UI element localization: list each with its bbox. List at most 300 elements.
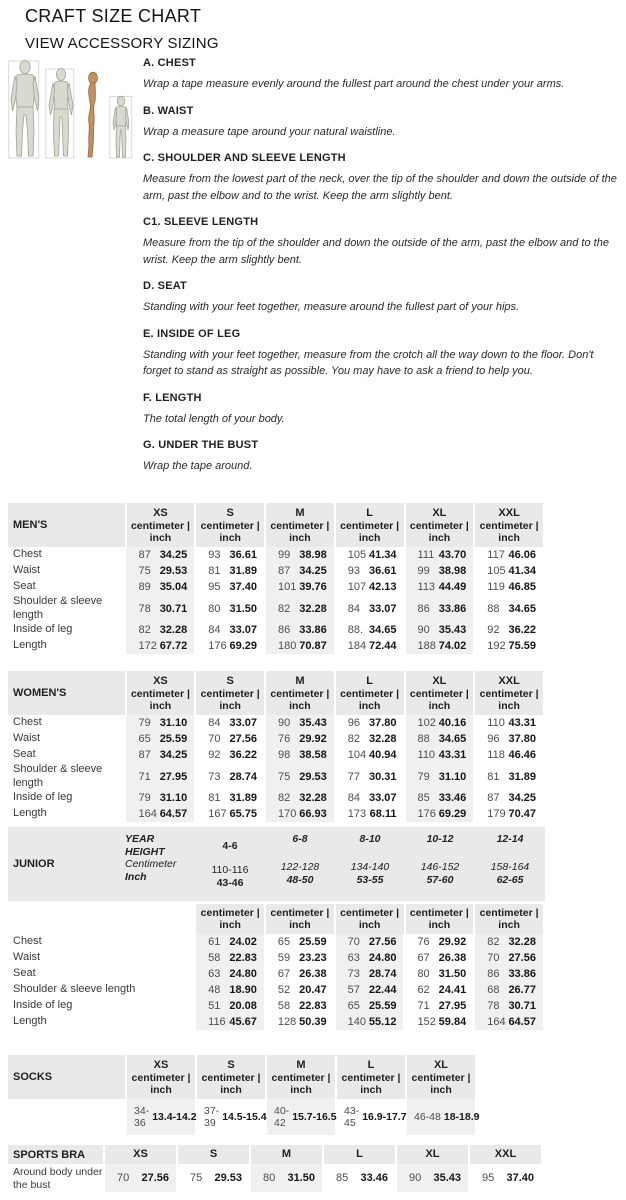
inch-value: 29.53 [159, 565, 188, 577]
measurement-cell [406, 563, 474, 579]
male-figure-illustration [8, 59, 42, 159]
inch-value: 22.44 [368, 984, 397, 996]
size-column-header [407, 1055, 475, 1099]
unit-centimeter-label: centimeter | [270, 520, 330, 532]
table-row [8, 622, 545, 638]
inch-value: 25.59 [159, 733, 188, 745]
height-cm-range: 134-140 [350, 861, 390, 873]
measurement-cell [126, 622, 194, 638]
socks-table-body [8, 1099, 545, 1135]
centimeter-value: 48 [208, 984, 221, 996]
instruction-section [143, 57, 617, 93]
table-row [8, 1164, 545, 1192]
inch-value: 45.67 [229, 1016, 257, 1028]
row-label: Length [8, 806, 124, 822]
centimeter-value: 85 [336, 1172, 349, 1184]
row-label: Around body under the bust [8, 1164, 103, 1192]
measurement-cell [126, 563, 194, 579]
size-column-header [324, 1145, 395, 1164]
measurement-cell [475, 763, 543, 790]
measurement-cell [475, 563, 543, 579]
centimeter-value: 79 [138, 717, 151, 729]
size-column-header [266, 671, 334, 715]
inch-value: 24.02 [229, 936, 257, 948]
table-row [8, 934, 545, 950]
year-label: YEAR [125, 833, 155, 845]
inch-value: 64.57 [508, 1016, 536, 1028]
table-row [8, 966, 545, 982]
unit-inch-label: inch [498, 919, 520, 931]
inch-value: 25.59 [368, 1000, 397, 1012]
inch-value: 28.74 [368, 968, 397, 980]
inch-value: 26.38 [299, 968, 327, 980]
measurement-cell [105, 1164, 176, 1192]
size-column-header [406, 671, 474, 715]
unit-inch-label: inch [149, 532, 172, 544]
size-column-header [127, 671, 195, 715]
measurement-cell [126, 715, 194, 731]
inch-value: 20.47 [299, 984, 327, 996]
centimeter-value: 67 [277, 968, 291, 980]
unit-inch-label: inch [289, 919, 311, 931]
size-label: L [366, 675, 373, 687]
measurement-cell [266, 547, 334, 563]
measurement-cell [267, 1099, 335, 1135]
table-row [8, 563, 545, 579]
inch-value: 31.10 [159, 717, 188, 729]
size-label: XL [433, 1059, 449, 1071]
inch-value: 31.50 [438, 968, 467, 980]
centimeter-value: 176 [208, 640, 227, 652]
centimeter-value: 82 [487, 936, 500, 948]
centimeter-value: 93 [208, 549, 221, 561]
measurement-cell [266, 747, 334, 763]
instruction-section [143, 328, 617, 380]
centimeter-value: 105 [347, 549, 367, 561]
inch-value: 36.22 [508, 624, 537, 636]
centimeter-value: 87 [487, 792, 500, 804]
measurement-cell [251, 1164, 322, 1192]
measurement-cell [406, 806, 474, 822]
unit-centimeter-label: centimeter | [479, 520, 539, 532]
unit-inch-label: inch [289, 700, 311, 712]
inch-value: 40.94 [368, 749, 397, 761]
size-column-header [266, 904, 334, 934]
inch-value: 18-18.9 [443, 1111, 480, 1123]
inch-value: 75.59 [508, 640, 537, 652]
centimeter-value: 78 [487, 1000, 500, 1012]
measurement-cell [406, 715, 474, 731]
unit-centimeter-label: centimeter | [409, 688, 469, 700]
inch-value: 38.98 [299, 549, 327, 561]
measurement-cell [196, 595, 264, 622]
unit-centimeter-label: centimeter | [200, 907, 260, 919]
measurement-cell [397, 1164, 468, 1192]
unit-inch-label: inch [219, 700, 241, 712]
centimeter-value: 102 [417, 717, 436, 729]
inch-value: 65.75 [229, 808, 257, 820]
unit-centimeter-label: centimeter | [270, 688, 330, 700]
measurement-cell [405, 998, 473, 1014]
inch-value: 15.7-16.5 [292, 1111, 337, 1123]
unit-inch-label: inch [358, 919, 381, 931]
centimeter-value: 188 [417, 640, 436, 652]
measurement-cell [196, 638, 264, 654]
table-row [8, 1099, 545, 1135]
centimeter-value: 92 [487, 624, 500, 636]
centimeter-value: 57 [347, 984, 360, 996]
table-row [8, 731, 545, 747]
centimeter-value: 87 [277, 565, 291, 577]
measurement-cell [196, 547, 264, 563]
inch-value: 35.04 [159, 581, 188, 593]
inch-value: 26.77 [508, 984, 536, 996]
instruction-heading: E. INSIDE OF LEG [143, 327, 241, 340]
measurement-cell [196, 790, 264, 806]
junior-size-table [8, 827, 545, 1030]
inch-value: 33.07 [368, 602, 397, 615]
year-range: 6-8 [292, 833, 308, 845]
centimeter-value: 34-36 [134, 1105, 150, 1129]
measurement-cell [407, 1099, 480, 1135]
measurement-cell [196, 934, 264, 950]
size-column-header [178, 1145, 249, 1164]
size-label: L [367, 1059, 375, 1071]
measurement-cell [336, 806, 404, 822]
inch-value: 13.4-14.2 [152, 1111, 197, 1123]
centimeter-value: 68 [487, 984, 500, 996]
measurement-cell [406, 579, 474, 595]
junior-year-column [475, 827, 545, 901]
measurement-cell [405, 982, 473, 998]
centimeter-value: 81 [487, 770, 500, 783]
centimeter-value: 98 [277, 749, 291, 761]
inch-value: 31.10 [438, 770, 467, 783]
instruction-heading: A. CHEST [143, 57, 196, 69]
inch-value: 38.58 [299, 749, 327, 761]
unit-centimeter-label: centimeter | [341, 1072, 401, 1084]
centimeter-value: 105 [487, 565, 506, 577]
centimeter-value: 84 [347, 792, 360, 804]
height-cm-range: 110-116 [211, 864, 249, 876]
measurement-cell [196, 950, 264, 966]
size-column-header [406, 503, 474, 547]
size-label: XS [153, 507, 168, 519]
junior-year-column [265, 827, 335, 901]
inch-value: 69.29 [438, 808, 467, 820]
instruction-section [143, 280, 617, 316]
height-cm-range: 158-164 [490, 861, 530, 873]
centimeter-value: 104 [347, 749, 367, 761]
junior-blank-label-cell [8, 904, 194, 934]
height-cm-range: 122-128 [280, 861, 320, 873]
height-inch-range: 43-46 [216, 876, 244, 889]
inch-value: 22.83 [229, 952, 257, 964]
centimeter-value: 46-48 [414, 1111, 441, 1123]
centimeter-value: 167 [208, 808, 227, 820]
measurement-cell [126, 806, 194, 822]
inch-value: 24.80 [368, 952, 397, 964]
unit-centimeter-label: centimeter | [201, 1072, 261, 1084]
unit-inch-label: inch [498, 700, 520, 712]
page-title: CRAFT SIZE CHART [25, 6, 202, 26]
centimeter-value: 43-45 [344, 1105, 360, 1129]
inch-value: 38.98 [438, 565, 467, 577]
centimeter-value: 84 [347, 602, 360, 615]
centimeter-value: 95 [482, 1172, 495, 1184]
size-column-header [197, 1055, 265, 1099]
measurement-cell [266, 982, 334, 998]
year-range: 12-14 [496, 833, 524, 845]
inch-value: 66.93 [299, 808, 327, 820]
row-label: Seat [8, 747, 124, 763]
unit-centimeter-label: centimeter | [131, 1072, 191, 1084]
female-figure-illustration [45, 67, 77, 159]
inch-value: 33.86 [299, 624, 327, 636]
inch-label: Inch [125, 870, 147, 883]
centimeter-value: 70 [347, 936, 360, 948]
mens-table-title: MEN'S [8, 503, 125, 547]
sports-bra-table-header [8, 1145, 545, 1164]
size-label: XS [153, 1059, 169, 1071]
unit-inch-label: inch [430, 1084, 452, 1096]
measurement-cell [406, 790, 474, 806]
instruction-section [143, 216, 617, 268]
centimeter-value: 65 [138, 733, 151, 745]
centimeter-value: 164 [487, 1016, 506, 1028]
measurement-cell [475, 982, 543, 998]
measurement-cell [266, 966, 334, 982]
centimeter-value: 116 [208, 1016, 226, 1028]
inch-value: 50.39 [299, 1016, 327, 1028]
measurement-cell [196, 998, 264, 1014]
measurement-cell [126, 547, 194, 563]
measurement-cell [336, 579, 404, 595]
measurement-cell [475, 579, 543, 595]
centimeter-value: 90 [409, 1172, 422, 1184]
centimeter-value: 85 [417, 792, 430, 804]
measurement-cell [475, 966, 543, 982]
row-label: Waist [8, 563, 124, 579]
measurement-cell [475, 731, 543, 747]
table-row [8, 982, 545, 998]
measurement-cell [406, 747, 474, 763]
inch-value: 43.70 [438, 549, 467, 561]
measurement-cell [196, 966, 264, 982]
measurement-cell [266, 806, 334, 822]
inch-value: 68.11 [369, 808, 397, 820]
instruction-text: Wrap a tape measure evenly around the fullest part around the chest under your arms. [143, 78, 565, 90]
centimeter-value: 61 [208, 936, 221, 948]
womens-table-body [8, 715, 545, 822]
unit-inch-label: inch [150, 1084, 172, 1096]
height-label: HEIGHT [125, 845, 165, 858]
centimeter-value: 113 [417, 581, 436, 593]
centimeter-value: 37-39 [204, 1105, 220, 1129]
measurement-cell [266, 622, 334, 638]
measurement-cell [405, 1014, 473, 1030]
centimeter-value: 78 [138, 602, 151, 615]
measurement-cell [475, 747, 543, 763]
unit-centimeter-label: centimeter | [479, 907, 539, 919]
size-label: S [209, 1148, 218, 1160]
row-label: Chest [8, 934, 194, 950]
size-column-header [397, 1145, 468, 1164]
unit-centimeter-label: centimeter | [409, 520, 469, 532]
measurement-cell [266, 790, 334, 806]
inch-value: 43.31 [508, 717, 537, 729]
measurement-cell [475, 790, 543, 806]
measurement-cell [336, 1014, 404, 1030]
instruction-heading: F. LENGTH [143, 391, 202, 404]
centimeter-label: Centimeter [125, 858, 177, 870]
unit-inch-label: inch [360, 1084, 382, 1096]
centimeter-value: 180 [277, 640, 297, 652]
centimeter-value: 75 [138, 565, 151, 577]
unit-inch-label: inch [428, 532, 451, 544]
inch-value: 25.59 [299, 936, 327, 948]
centimeter-value: 96 [487, 733, 500, 745]
centimeter-value: 90 [277, 717, 291, 729]
measurement-cell [406, 638, 474, 654]
row-label: Length [8, 1014, 194, 1030]
row-label: Waist [8, 731, 124, 747]
inch-value: 30.31 [368, 770, 397, 783]
centimeter-value: 99 [417, 565, 430, 577]
size-column-header [475, 503, 543, 547]
inch-value: 20.08 [229, 1000, 257, 1012]
instruction-section [143, 439, 617, 475]
centimeter-value: 70 [208, 733, 221, 745]
size-label: S [227, 1059, 235, 1071]
centimeter-value: 80 [417, 968, 430, 980]
size-column-header [470, 1145, 541, 1164]
row-label: Chest [8, 715, 124, 731]
size-column-header [267, 1055, 335, 1099]
inch-value: 24.80 [229, 968, 257, 980]
size-column-header [406, 904, 474, 934]
inch-value: 37.40 [506, 1172, 534, 1184]
table-row [8, 790, 545, 806]
instruction-text: Measure from the tip of the shoulder and down the outside of the arm, past the elbow and to the wrist. Keep the arm slightly bent. [143, 237, 609, 266]
measurement-cell [178, 1164, 249, 1192]
centimeter-value: 176 [417, 808, 436, 820]
measurement-cell [126, 763, 194, 790]
centimeter-value: 70 [487, 952, 500, 964]
inch-value: 59.84 [438, 1016, 467, 1028]
unit-inch-label: inch [149, 700, 172, 712]
instruction-heading: D. SEAT [143, 280, 187, 292]
centimeter-value: 152 [417, 1016, 436, 1028]
measurement-cell [266, 950, 334, 966]
centimeter-value: 82 [138, 624, 151, 636]
instruction-text: Wrap a measure tape around your natural waistline. [143, 125, 396, 138]
inch-value: 34.25 [159, 749, 188, 761]
measurement-cell [406, 622, 474, 638]
inch-value: 14.5-15.4 [222, 1111, 267, 1123]
measurement-cell [475, 715, 543, 731]
inch-value: 37.80 [508, 733, 537, 745]
centimeter-value: 82 [277, 602, 291, 615]
measurement-cell [336, 934, 404, 950]
centimeter-value: 75 [277, 770, 291, 783]
centimeter-value: 84 [208, 624, 221, 636]
inch-value: 24.41 [438, 984, 467, 996]
measurement-cell [197, 1099, 265, 1135]
table-row [8, 763, 545, 790]
measurement-cell [475, 934, 543, 950]
inch-value: 34.65 [368, 624, 397, 636]
centimeter-value: 119 [487, 581, 505, 593]
instruction-heading: C. SHOULDER AND SLEEVE LENGTH [143, 152, 346, 164]
inch-value: 30.71 [159, 602, 188, 615]
measurement-cell [470, 1164, 541, 1192]
measurement-cell [336, 638, 404, 654]
measurement-cell [196, 806, 264, 822]
inch-value: 40.16 [438, 717, 467, 729]
inch-value: 46.85 [508, 581, 537, 593]
child-figure-illustration [109, 95, 133, 159]
unit-inch-label: inch [498, 532, 520, 544]
inch-value: 27.56 [141, 1172, 169, 1184]
inch-value: 35.43 [438, 624, 467, 636]
inch-value: 27.56 [508, 952, 536, 964]
measurement-cell [405, 934, 473, 950]
measurement-cell [266, 731, 334, 747]
row-label: Waist [8, 950, 194, 966]
centimeter-value: 71 [417, 1000, 430, 1012]
instruction-text: Standing with your feet together, measure from the crotch all the way down to the floor. Don't forget to stand as straight as possible. You may have to ask a friend to help you. [143, 348, 594, 377]
measurement-cell [475, 547, 543, 563]
measurement-cell [336, 547, 404, 563]
table-row [8, 1014, 545, 1030]
instruction-heading: B. WAIST [143, 104, 194, 117]
centimeter-value: 99 [277, 549, 291, 561]
centimeter-value: 172 [138, 640, 157, 652]
measurement-cell [336, 950, 404, 966]
inch-value: 36.61 [229, 549, 257, 561]
row-label: Chest [8, 547, 124, 563]
centimeter-value: 81 [208, 565, 221, 577]
inch-value: 41.34 [368, 549, 397, 561]
inch-value: 33.46 [360, 1172, 388, 1184]
inch-value: 29.92 [438, 936, 467, 948]
centimeter-value: 88 [487, 602, 500, 615]
year-range: 8-10 [359, 833, 381, 845]
view-accessory-sizing-link[interactable]: VIEW ACCESSORY SIZING [25, 35, 219, 52]
mens-size-table [8, 503, 545, 654]
unit-inch-label: inch [428, 919, 451, 931]
unit-centimeter-label: centimeter | [340, 688, 400, 700]
centimeter-value: 96 [347, 717, 360, 729]
centimeter-value: 107 [347, 581, 367, 593]
unit-centimeter-label: centimeter | [200, 688, 260, 700]
measurement-cell [475, 806, 543, 822]
unit-centimeter-label: centimeter | [409, 907, 469, 919]
centimeter-value: 77 [347, 770, 360, 783]
measurement-cell [126, 579, 194, 595]
inch-value: 27.95 [159, 770, 188, 783]
inch-value: 32.28 [508, 936, 536, 948]
size-column-header [336, 904, 404, 934]
socks-size-table [8, 1055, 545, 1135]
unit-centimeter-label: centimeter | [200, 520, 260, 532]
inch-value: 39.76 [299, 581, 327, 593]
measurement-cell [266, 595, 334, 622]
womens-size-table [8, 671, 545, 822]
inch-value: 34.65 [508, 602, 537, 615]
junior-year-height-legend [125, 827, 195, 901]
